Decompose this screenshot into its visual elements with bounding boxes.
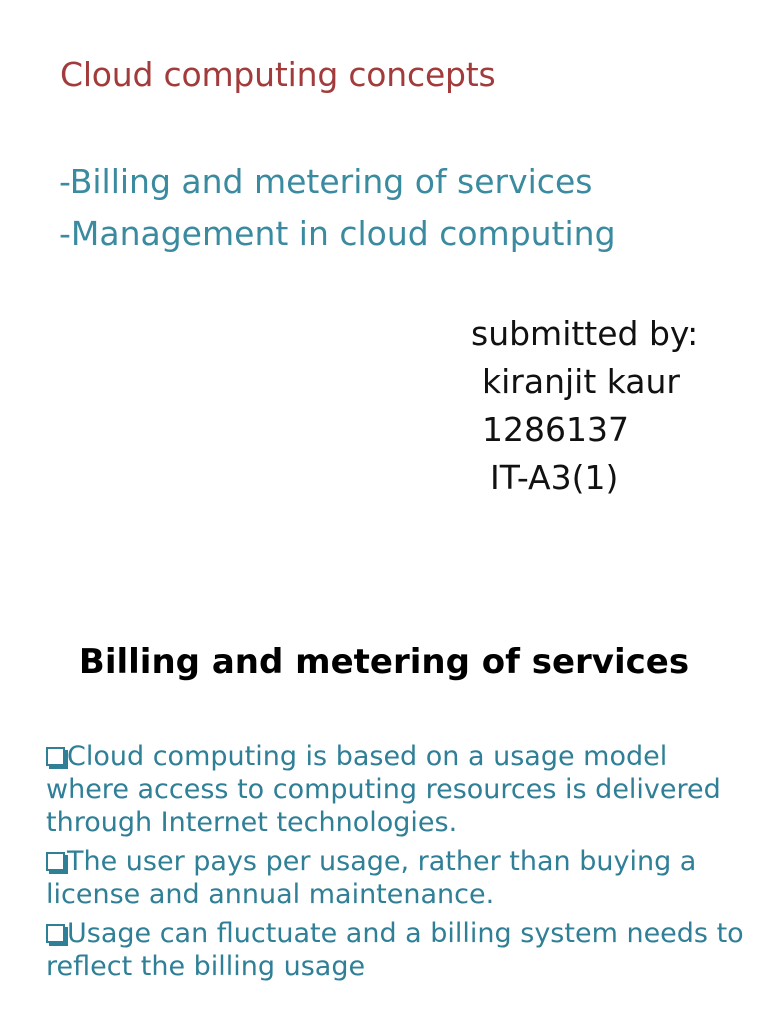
roll-number: 1286137 [482, 410, 629, 449]
bullet-text: The user pays per usage, rather than buying a license and annual maintenance. [46, 846, 697, 910]
submitted-by-label: submitted by: [471, 314, 699, 353]
topic-item: -Billing and metering of services [59, 162, 593, 201]
bullet-list [46, 740, 746, 989]
slide-heading: Billing and metering of services [78, 642, 690, 682]
class-section: IT-A3(1) [490, 458, 619, 497]
list-item [46, 845, 746, 911]
list-item [46, 740, 746, 839]
slide-title: Cloud computing concepts [60, 55, 496, 94]
slide-2 [0, 610, 768, 1024]
square-bullet-icon [46, 747, 65, 766]
bullet-text: Usage can fluctuate and a billing system needs to reflect the billing usage [46, 918, 744, 982]
square-bullet-icon [46, 852, 65, 871]
topic-item: -Management in cloud computing [59, 214, 616, 253]
square-bullet-icon [46, 924, 65, 943]
student-name: kiranjit kaur [482, 362, 680, 401]
bullet-text: Cloud computing is based on a usage model where access to computing resources is delivered through Internet technologies. [46, 741, 721, 838]
submitted-by-block [471, 310, 698, 502]
list-item [46, 917, 746, 983]
topics-list [59, 156, 616, 260]
